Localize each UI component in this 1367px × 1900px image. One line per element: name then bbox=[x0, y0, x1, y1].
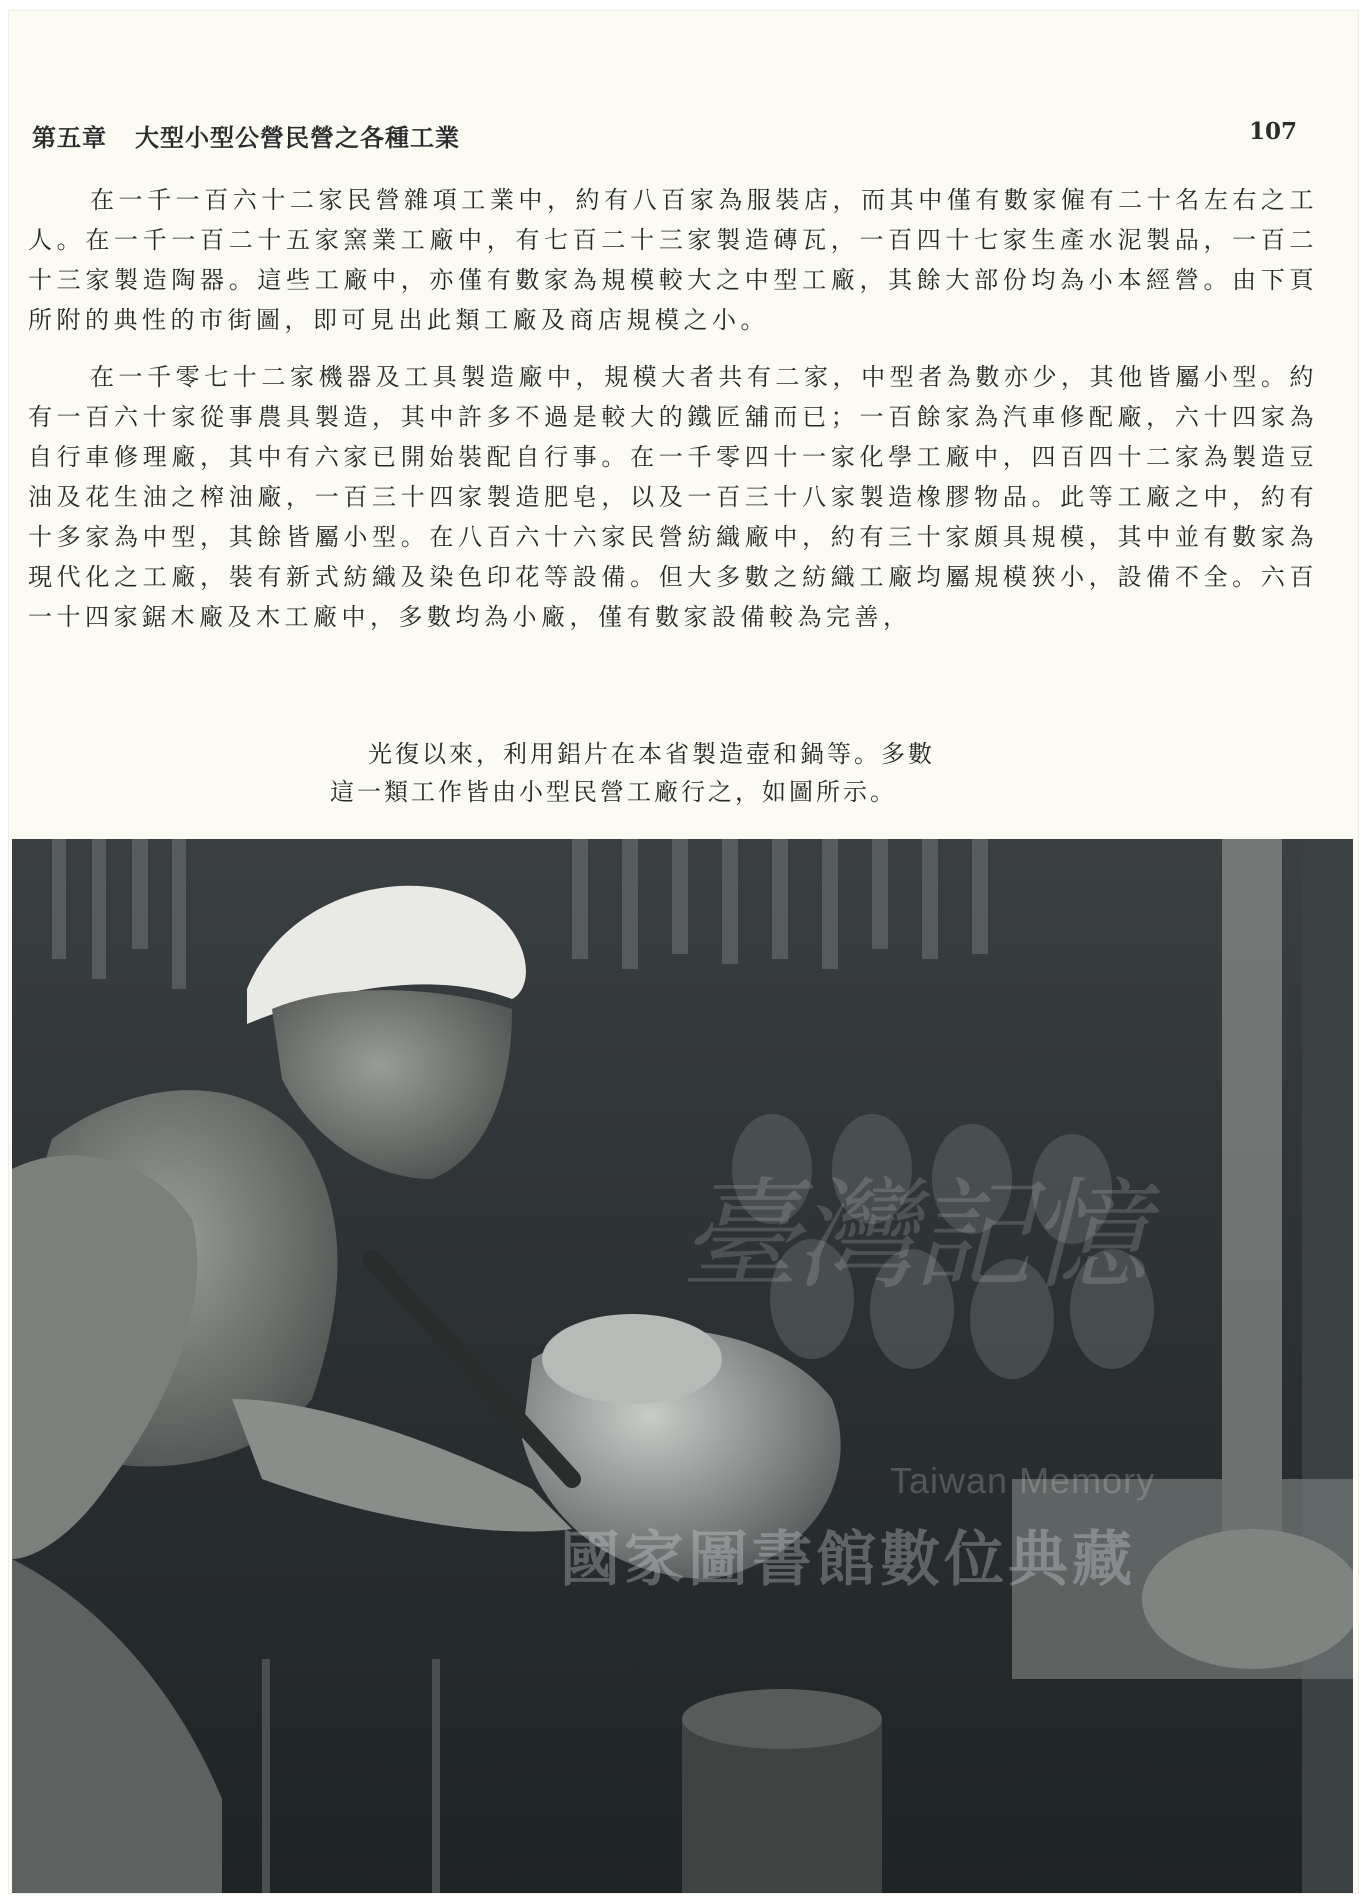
running-header bbox=[32, 118, 1297, 154]
watermark-english: Taiwan Memory bbox=[890, 1460, 1156, 1501]
watermark-chinese: 國家圖書館數位典藏 bbox=[560, 1525, 1136, 1595]
chapter-number: 第五章 bbox=[32, 124, 107, 152]
chapter-heading bbox=[32, 118, 460, 153]
photo-caption bbox=[330, 735, 1050, 811]
photograph bbox=[12, 839, 1353, 1893]
paragraph: 在一千零七十二家機器及工具製造廠中，規模大者共有二家，中型者為數亦少，其他皆屬小型。約有一百六十家從事農具製造，其中許多不過是較大的鐵匠舖而已；一百餘家為汽車修配廠，六十四家為自行車修理廠，其中有六家已開始裝配自行事。在一千零四十一家化學工廠中，四百四十二家為製造豆油及花生油之榨油廠，一百三十四家製造肥皂，以及一百三十八家製造橡膠物品。此等工廠之中，約有十多家為中型，其餘皆屬小型。在八百六十六家民營紡織廠中，約有三十家頗具規模，其中並有數家為現代化之工廠，裝有新式紡織及染色印花等設備。但大多數之紡織工廠均屬規模狹小，設備不全。六百一十四家鋸木廠及木工廠中，多數均為小廠，僅有數家設備較為完善， bbox=[28, 363, 1318, 631]
worker-photo bbox=[12, 839, 1353, 1893]
caption-line: 這一類工作皆由小型民營工廠行之，如圖所示。 bbox=[330, 778, 897, 806]
body-text bbox=[28, 180, 1318, 654]
chapter-title: 大型小型公營民營之各種工業 bbox=[135, 124, 460, 152]
page-number: 107 bbox=[1248, 118, 1297, 145]
caption-line: 光復以來，利用鋁片在本省製造壺和鍋等。多數 bbox=[368, 740, 935, 768]
paragraph: 在一千一百六十二家民營雜項工業中，約有八百家為服裝店，而其中僅有數家僱有二十名左右之工人。在一千一百二十五家窯業工廠中，有七百二十三家製造磚瓦，一百四十七家生產水泥製品，一百二十三家製造陶器。這些工廠中，亦僅有數家為規模較大之中型工廠，其餘大部份均為小本經營。由下頁所附的典性的市街圖，即可見出此類工廠及商店規模之小。 bbox=[28, 186, 1318, 334]
